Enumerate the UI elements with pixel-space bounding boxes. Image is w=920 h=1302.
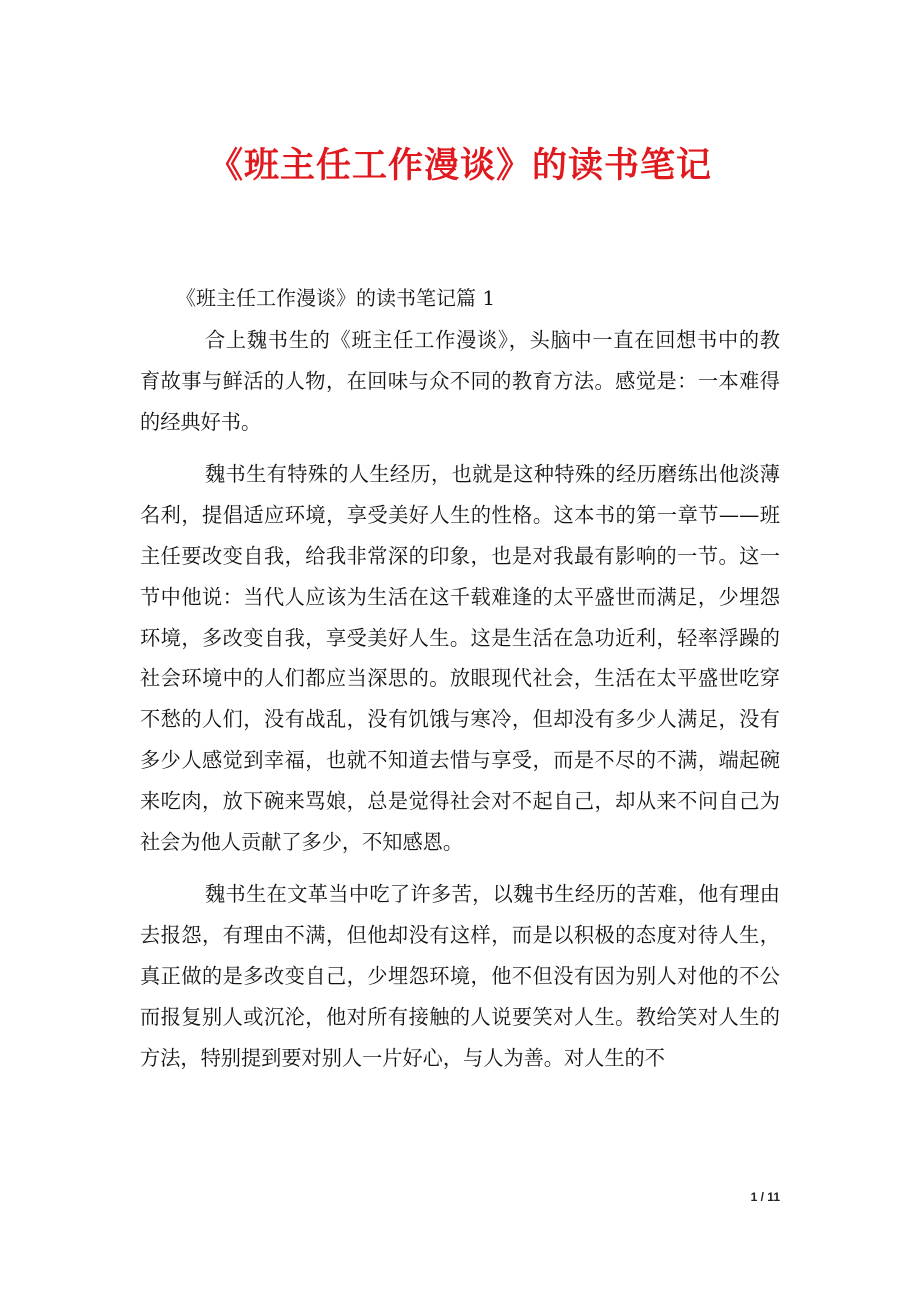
paragraph-3: 魏书生在文革当中吃了许多苦，以魏书生经历的苦难，他有理由去报怨，有理由不满，但他却没有这样，而是以积极的态度对待人生，真正做的是多改变自己，少埋怨环境，他不但没有因为别人对他的不公而报复别人或沉沦，他对所有接触的人说要笑对人生。教给笑对人生的方法，特别提到要对别人一片好心，与人为善。对人生的不 <box>140 882 780 1070</box>
document-title: 《班主任工作漫谈》的读书笔记 <box>207 145 712 186</box>
paragraph-1: 合上魏书生的《班主任工作漫谈》，头脑中一直在回想书中的教育故事与鲜活的人物，在回味与众不同的教育方法。感觉是：一本难得的经典好书。 <box>140 328 780 434</box>
page-number: 1 / 11 <box>750 1190 780 1204</box>
body-text <box>140 320 780 1090</box>
paragraph-2: 魏书生有特殊的人生经历，也就是这种特殊的经历磨练出他淡薄名利，提倡适应环境，享受美好人生的性格。这本书的第一章节——班主任要改变自我，给我非常深的印象，也是对我最有影响的一节。这一节中他说：当代人应该为生活在这千载难逢的太平盛世而满足，少埋怨环境，多改变自我，享受美好人生。这是生活在急功近利，轻率浮躁的社会环境中的人们都应当深思的。放眼现代社会，生活在太平盛世吃穿不愁的人们，没有战乱，没有饥饿与寒冷，但却没有多少人满足，没有多少人感觉到幸福，也就不知道去惜与享受，而是不尽的不满，端起碗来吃肉，放下碗来骂娘，总是觉得社会对不起自己，却从来不问自己为社会为他人贡献了多少，不知感恩。 <box>140 462 780 854</box>
section-heading: 《班主任工作漫谈》的读书笔记篇 1 <box>176 286 496 310</box>
